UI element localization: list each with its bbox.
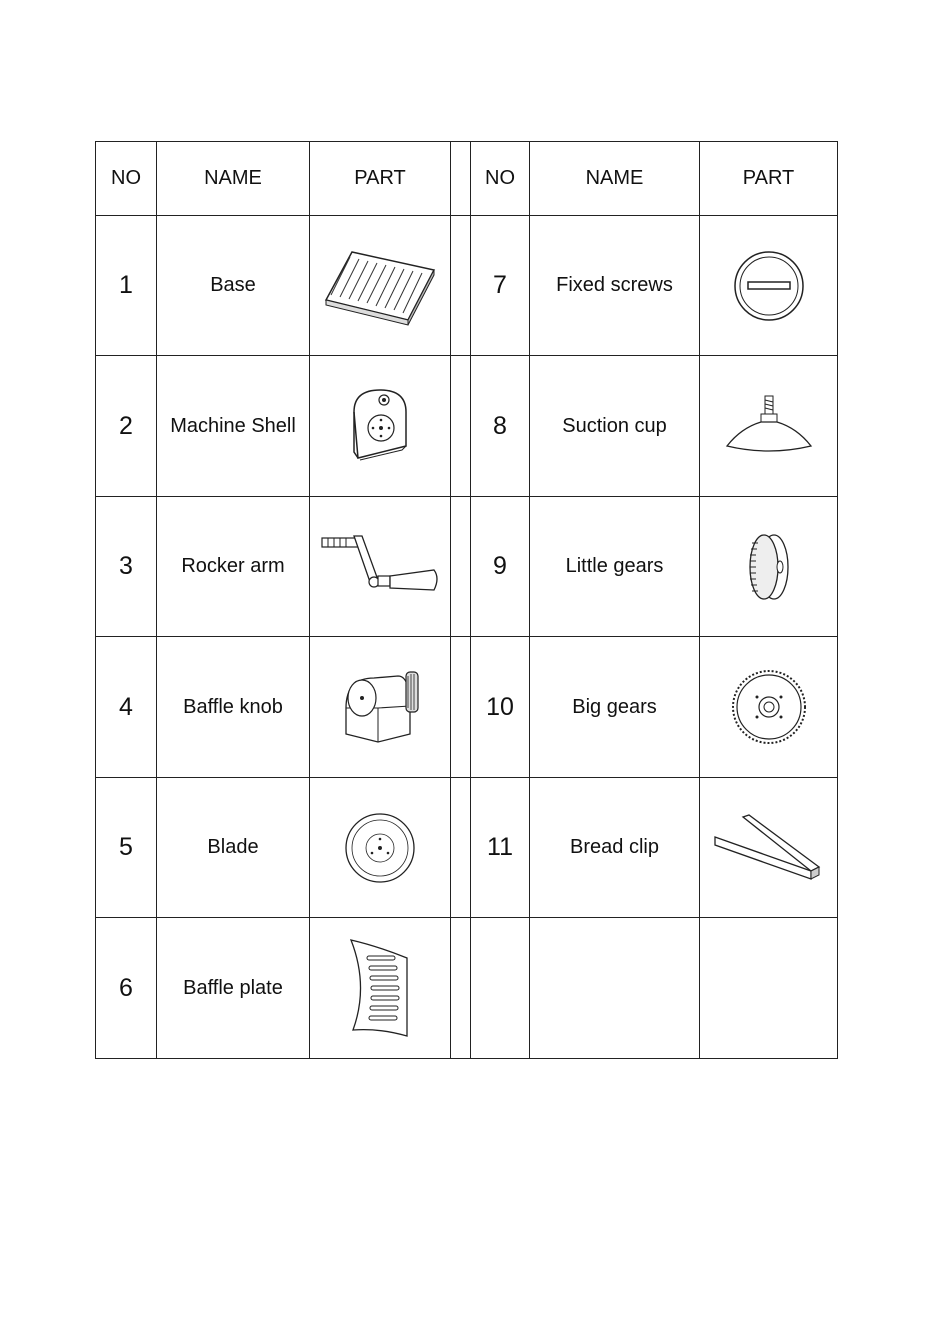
column-spacer <box>451 142 471 216</box>
column-spacer <box>451 215 471 356</box>
part-number: 1 <box>96 215 157 356</box>
fixed-screw-icon <box>731 246 807 326</box>
table-row <box>96 215 838 356</box>
part-number: 9 <box>471 496 530 637</box>
table-row <box>96 356 838 497</box>
header-no: NO <box>96 142 157 216</box>
part-name: Baffle knob <box>157 637 310 778</box>
part-name: Fixed screws <box>530 215 700 356</box>
table-row <box>96 637 838 778</box>
part-name: Machine Shell <box>157 356 310 497</box>
part-name <box>530 918 700 1059</box>
part-image-cell <box>700 356 838 497</box>
part-image-cell <box>310 918 451 1059</box>
little-gear-icon <box>744 529 794 605</box>
part-image-cell <box>310 496 451 637</box>
bread-clip-icon <box>713 813 825 883</box>
part-number: 2 <box>96 356 157 497</box>
table-header-row <box>96 142 838 216</box>
part-name: Little gears <box>530 496 700 637</box>
part-number: 3 <box>96 496 157 637</box>
part-image-cell <box>310 356 451 497</box>
part-name: Base <box>157 215 310 356</box>
part-number: 4 <box>96 637 157 778</box>
column-spacer <box>451 777 471 918</box>
table-row <box>96 777 838 918</box>
part-number: 5 <box>96 777 157 918</box>
table-row <box>96 496 838 637</box>
part-name: Bread clip <box>530 777 700 918</box>
suction-cup-icon <box>723 394 815 458</box>
part-image-cell <box>310 777 451 918</box>
baffle-plate-icon <box>345 936 415 1040</box>
machine-shell-icon <box>340 386 420 466</box>
part-number: 6 <box>96 918 157 1059</box>
header-part-right: PART <box>700 142 838 216</box>
part-image-cell <box>310 637 451 778</box>
part-name: Baffle plate <box>157 918 310 1059</box>
rocker-arm-icon <box>318 532 442 602</box>
parts-list-table <box>95 141 838 1059</box>
part-name: Suction cup <box>530 356 700 497</box>
blade-icon <box>343 811 417 885</box>
part-name: Big gears <box>530 637 700 778</box>
header-no-right: NO <box>471 142 530 216</box>
base-icon <box>322 246 438 326</box>
part-number: 10 <box>471 637 530 778</box>
header-part: PART <box>310 142 451 216</box>
part-number: 7 <box>471 215 530 356</box>
column-spacer <box>451 496 471 637</box>
part-image-cell <box>700 777 838 918</box>
column-spacer <box>451 356 471 497</box>
part-image-cell <box>700 918 838 1059</box>
part-number: 8 <box>471 356 530 497</box>
part-name: Blade <box>157 777 310 918</box>
big-gear-icon <box>729 667 809 747</box>
part-image-cell <box>700 496 838 637</box>
part-image-cell <box>700 215 838 356</box>
part-number <box>471 918 530 1059</box>
column-spacer <box>451 637 471 778</box>
header-name: NAME <box>157 142 310 216</box>
part-image-cell <box>310 215 451 356</box>
column-spacer <box>451 918 471 1059</box>
part-name: Rocker arm <box>157 496 310 637</box>
table-row <box>96 918 838 1059</box>
part-number: 11 <box>471 777 530 918</box>
header-name-right: NAME <box>530 142 700 216</box>
baffle-knob-icon <box>338 668 422 746</box>
part-image-cell <box>700 637 838 778</box>
